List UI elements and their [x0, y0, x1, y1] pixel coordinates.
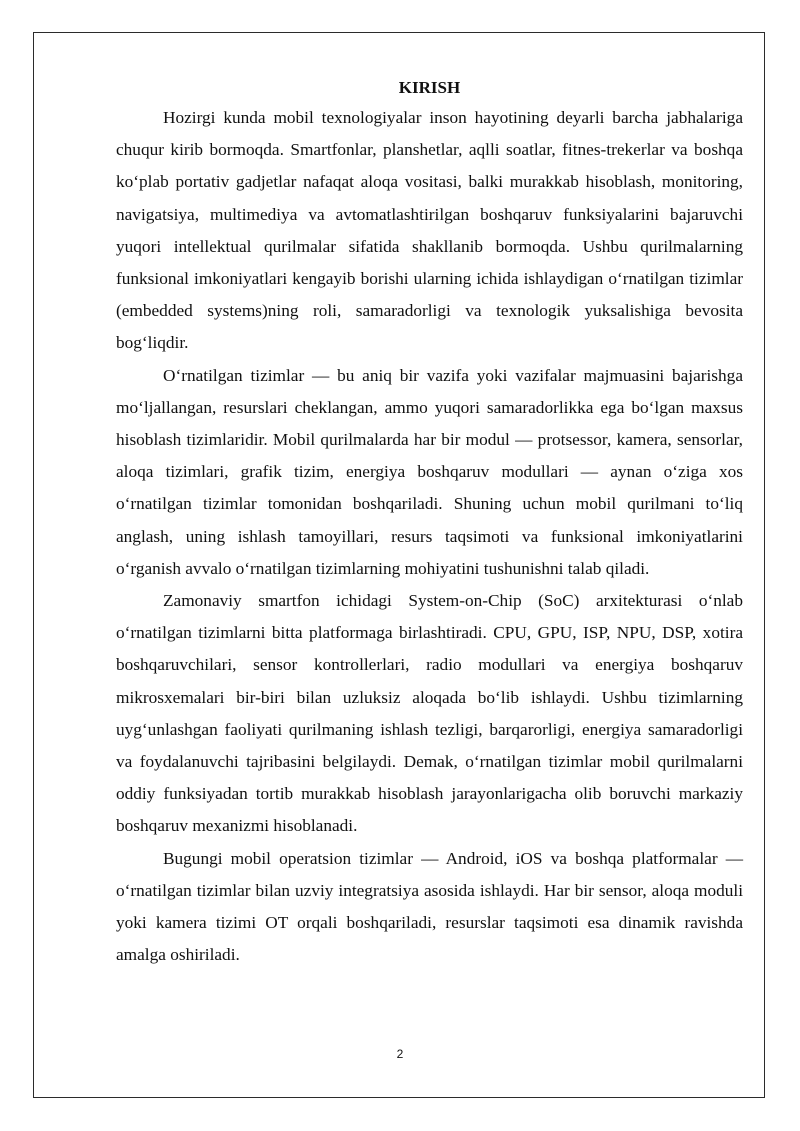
paragraph-1: Hozirgi kunda mobil texnologiyalar inson hayotining deyarli barcha jabhalariga chuqur kirib bormoqda. Smartfonlar, planshetlar, aqlli soatlar, fitnes-trekerlar va boshqa ko‘plab portativ gadjetlar nafaqat aloqa vositasi, balki murakkab hisoblash, monitoring, navigatsiya, multimediya va avtomatlashtirilgan boshqaruv funksiyalarini bajaruvchi yuqori intellektual qurilmalar sifatida shakllanib bormoqda. Ushbu qurilmalarning funksional imkoniyatlari kengayib borishi ularning ichida ishlaydigan o‘rnatilgan tizimlar (embedded systems)ning roli, samaradorligi va texnologik yuksalishiga bevosita bog‘liqdir. [116, 108, 743, 353]
page-number: 2 [396, 1047, 404, 1061]
paragraph-2: O‘rnatilgan tizimlar — bu aniq bir vazifa yoki vazifalar majmuasini bajarishga mo‘ljallangan, resurslari cheklangan, ammo yuqori samaradorlikka ega bo‘lgan maxsus hisoblash tizimlaridir. Mobil qurilmalarda har bir modul — protsessor, kamera, sensorlar, aloqa tizimlari, grafik tizim, energiya boshqaruv modullari — aynan o‘ziga xos o‘rnatilgan tizimlar tomonidan boshqariladi. Shuning uchun mobil qurilmani to‘liq anglash, uning ishlash tamoyillari, resurs taqsimoti va funksional imkoniyatlarini o‘rganish avvalo o‘rnatilgan tizimlarning mohiyatini tushunishni talab qiladi. [116, 365, 743, 578]
paragraph-3: Zamonaviy smartfon ichidagi System-on-Chip (SoC) arxitekturasi o‘nlab o‘rnatilgan tizimlarni bitta platformaga birlashtiradi. CPU, GPU, ISP, NPU, DSP, xotira boshqaruvchilari, sensor kontrollerlari, radio modullari va energiya boshqaruv mikrosxemalari bir-biri bilan uzluksiz aloqada bo‘lib ishlaydi. Ushbu tizimlarning uyg‘unlashgan faoliyati qurilmaning ishlash tezligi, barqarorligi, energiya samaradorligi va foydalanuvchi tajribasini belgilaydi. Demak, o‘rnatilgan tizimlar mobil qurilmalarni oddiy funksiyadan tortib murakkab hisoblash jarayonlarigacha olib boruvchi markaziy boshqaruv mexanizmi hisoblanadi. [116, 591, 743, 836]
document-body [116, 74, 743, 971]
section-title: KIRISH [398, 78, 461, 97]
paragraph-4: Bugungi mobil operatsion tizimlar — Android, iOS va boshqa platformalar — o‘rnatilgan tizimlar bilan uzviy integratsiya asosida ishlaydi. Har bir sensor, aloqa moduli yoki kamera tizimi OT orqali boshqariladi, resurslar taqsimoti esa dinamik ravishda amalga oshiriladi. [116, 848, 743, 965]
